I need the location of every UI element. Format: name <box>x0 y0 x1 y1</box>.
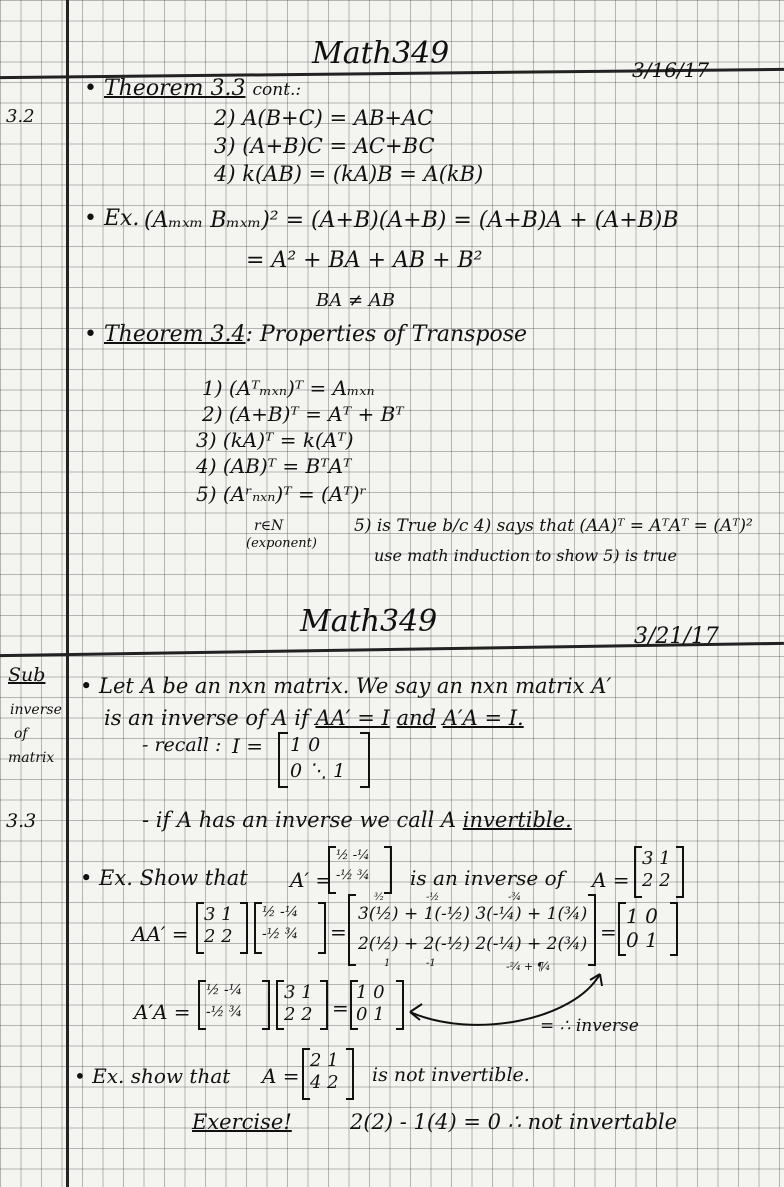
a-label: A = <box>262 1064 300 1088</box>
bracket-right <box>384 846 392 894</box>
expanded-small-label: -¾ <box>508 892 522 903</box>
bullet-theorem-3-4: • Theorem 3.4: Properties of Transpose <box>84 322 528 347</box>
page-date: 3/16/17 <box>632 58 710 82</box>
bracket-right <box>320 980 328 1030</box>
theorem-3-3-item: 4) k(AB) = (kA)B = A(kB) <box>214 162 484 186</box>
bracket-right <box>588 894 596 966</box>
bullet-theorem-3-3: • Theorem 3.3 cont.: <box>84 76 302 101</box>
bracket-left <box>198 980 206 1030</box>
transpose-property: 1) (Aᵀₘₓₙ)ᵀ = Aₘₓₙ <box>202 376 375 400</box>
invertible-line <box>142 808 572 832</box>
a-row: 3 1 <box>284 982 313 1003</box>
definition-text: is an inverse of A if <box>104 706 309 730</box>
invertible-text: - if A has an inverse we call A <box>142 808 457 832</box>
expanded-small-label: -1 <box>426 958 436 969</box>
a-row: 2 1 <box>310 1050 339 1071</box>
a-prime-row: -½ ¾ <box>336 868 370 883</box>
theorem-3-4-heading: Theorem 3.4 <box>103 322 246 347</box>
a-prime-row: -½ ¾ <box>262 926 299 942</box>
identity-bracket-right <box>360 732 370 788</box>
bracket-right <box>262 980 270 1030</box>
example-line-2: = A² + BA + AB + B² <box>246 248 483 273</box>
bracket-right <box>240 902 248 954</box>
page-title-2: Math349 <box>300 604 438 639</box>
bracket-right <box>318 902 326 954</box>
aa-prime-label: AA′ = <box>132 922 189 946</box>
margin-topic: matrix <box>8 750 55 766</box>
expanded-row: 3(½) + 1(-½) 3(-¼) + 1(¾) <box>358 904 588 924</box>
margin-sub: Sub <box>8 664 46 686</box>
a-row: 3 1 <box>642 848 671 869</box>
section-number: 3.2 <box>6 106 35 127</box>
side-note-line: (exponent) <box>246 536 317 551</box>
a-prime-label: A′ = <box>290 868 333 892</box>
bracket-left <box>196 902 204 954</box>
example-2-lead: • Ex. Show that <box>80 866 248 890</box>
expanded-small-label: -²⁄₄ + ¶⁄₄ <box>506 960 550 973</box>
invertible-word: invertible. <box>462 808 572 832</box>
section-number-2: 3.3 <box>6 810 37 832</box>
margin-topic: inverse <box>10 702 62 718</box>
identity-label: I = <box>232 734 264 758</box>
theorem-3-3-cont: cont.: <box>252 80 302 100</box>
bracket-right <box>670 902 678 956</box>
bracket-left <box>328 846 336 894</box>
exercise-work: 2(2) - 1(4) = 0 ∴ not invertable <box>350 1110 678 1134</box>
definition-line-1: • Let A be an nxn matrix. We say an nxn matrix A′ <box>80 674 612 698</box>
bracket-left <box>348 894 356 966</box>
a-row: 2 2 <box>642 870 671 891</box>
a-prime-a-label: A′A = <box>134 1000 191 1024</box>
theorem-3-3-item: 2) A(B+C) = AB+AC <box>214 106 434 130</box>
identity-result-row: 1 0 <box>356 982 385 1003</box>
a-label: A = <box>592 868 630 892</box>
definition-and: and <box>396 706 436 730</box>
bracket-left <box>276 980 284 1030</box>
equals-sign: = <box>332 996 349 1020</box>
equals-sign: = <box>600 920 617 944</box>
identity-result-row: 1 0 <box>626 904 658 928</box>
example-2-mid: is an inverse of <box>410 866 565 890</box>
example-3-tail: is not invertible. <box>372 1064 530 1086</box>
identity-result-row: 0 1 <box>626 928 658 952</box>
definition-a-prime-a: A′A = I. <box>442 706 524 730</box>
transpose-property: 2) (A+B)ᵀ = Aᵀ + Bᵀ <box>202 402 404 426</box>
a-row: 3 1 <box>204 904 233 925</box>
expanded-small-label: ³⁄₂ <box>374 892 384 903</box>
recall-label: - recall : <box>142 734 222 756</box>
exercise-label: Exercise! <box>192 1110 292 1134</box>
bracket-left <box>302 1048 310 1100</box>
identity-bracket-left <box>278 732 288 788</box>
bracket-left <box>634 846 642 898</box>
identity-result-row: 0 1 <box>356 1004 385 1025</box>
proof-note-line: 5) is True b/c 4) says that (AA)ᵀ = AᵀAᵀ = (Aᵀ)² <box>354 516 753 536</box>
expanded-row: 2(½) + 2(-½) 2(-¼) + 2(¾) <box>358 934 588 954</box>
proof-note-line: use math induction to show 5) is true <box>374 546 677 565</box>
a-prime-row: ½ -¼ <box>336 848 370 863</box>
a-row: 4 2 <box>310 1072 339 1093</box>
equals-sign: = <box>330 920 347 944</box>
theorem-3-3-heading: Theorem 3.3 <box>103 76 246 101</box>
a-prime-row: ½ -¼ <box>262 904 299 920</box>
inverse-conclusion: = ∴ inverse <box>540 1016 639 1036</box>
bracket-left <box>254 902 262 954</box>
bracket-right <box>396 980 404 1030</box>
expanded-small-label: -½ <box>426 892 440 903</box>
definition-line-2 <box>104 706 524 730</box>
identity-row: 0 ⋱ 1 <box>290 760 346 782</box>
a-prime-row: ½ -¼ <box>206 982 243 998</box>
a-row: 2 2 <box>284 1004 313 1025</box>
theorem-3-3-item: 3) (A+B)C = AC+BC <box>214 134 435 158</box>
example-3-lead: • Ex. show that <box>74 1064 231 1088</box>
margin-topic: of <box>14 726 28 742</box>
transpose-property: 3) (kA)ᵀ = k(Aᵀ) <box>196 428 354 452</box>
page-title: Math349 <box>312 36 450 71</box>
transpose-property: 4) (AB)ᵀ = BᵀAᵀ <box>196 454 352 478</box>
example-lead: • Ex. <box>84 206 140 231</box>
theorem-3-4-subtitle: : Properties of Transpose <box>245 322 528 347</box>
example-line-1: (Aₘₓₘ Bₘₓₘ)² = (A+B)(A+B) = (A+B)A + (A+B)B <box>144 208 679 233</box>
bracket-right <box>346 1048 354 1100</box>
example-note: BA ≠ AB <box>316 290 395 311</box>
transpose-property: 5) (Aʳₙₓₙ)ᵀ = (Aᵀ)ʳ <box>196 482 367 506</box>
a-row: 2 2 <box>204 926 233 947</box>
a-prime-row: -½ ¾ <box>206 1004 243 1020</box>
identity-row: 1 0 <box>290 734 321 756</box>
bracket-left <box>618 902 626 956</box>
notebook-margin-line <box>66 0 69 1187</box>
expanded-small-label: 1 <box>384 958 391 969</box>
definition-aa-prime: AA′ = I <box>315 706 390 730</box>
bracket-right <box>676 846 684 898</box>
side-note-line: r∈N <box>254 518 284 534</box>
page-date-2: 3/21/17 <box>634 624 719 649</box>
